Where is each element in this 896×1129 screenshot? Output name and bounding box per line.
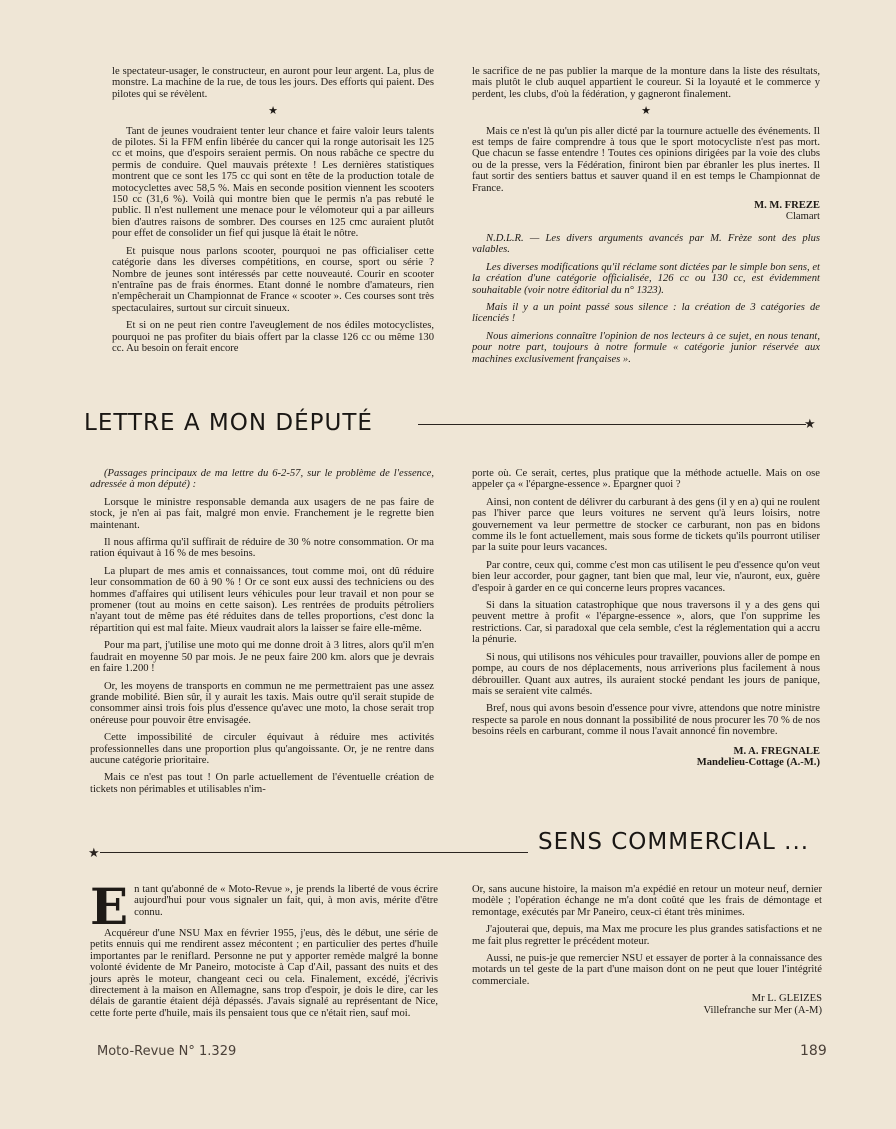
paragraph: Lorsque le ministre responsable demanda aux usagers de ne pas faire de stock, je n'en ai pas fait, malgré mon envie. Franchement je le regrette bien maintenant. [90,496,434,531]
paragraph: Il nous affirma qu'il suffirait de réduire de 30 % notre consommation. Or ma ration équivaut à 16 % de mes besoins. [90,537,434,560]
lettre-headline: LETTRE A MON DÉPUTÉ [84,410,373,436]
page-number: 189 [800,1043,827,1059]
star-separator: ★ [641,105,651,118]
lettre-intro: (Passages principaux de ma lettre du 6-2-57, sur le problème de l'essence, adressée à mon député) : [90,468,434,491]
dropcap-letter: E [90,877,129,936]
paragraph: Et si on ne peut rien contre l'aveuglement de nos édiles motocyclistes, pourquoi ne pas profiter du biais offert par la classe 126 cc ou même 130 cc. Au besoin on ferait encore [112,320,434,354]
headline-rule [100,852,528,853]
paragraph: Si dans la situation catastrophique que nous traversons il y a des gens qui peuvent mettre à profit « l'épargne-essence », alors, que l'on supprime les restrictions. Car, si paradoxal que cela semble, c'est la réglementation qui a accru la pénurie. [472,600,820,646]
lettre-left-column [90,468,434,801]
signature-place: Clamart [785,211,820,223]
paragraph: Bref, nous qui avons besoin d'essence pour vivre, attendons que notre ministre respecte sa parole en nous donnant la possibilité de nous procurer les 70 % de nos besoins réels en carburant, comme il nous l'avait annoncé fin novembre. [472,703,820,738]
top-left-column [112,66,434,360]
magazine-footer: Moto-Revue N° 1.329 [97,1044,237,1059]
lettre-right-column [472,468,820,774]
ndlr-paragraph: Nous aimerions connaître l'opinion de nos lecteurs à ce sujet, en nous tenant, pour notre part, toujours à notre formule « catégorie junior réservée aux machines exclusivement françaises ». [472,330,820,365]
paragraph: Cette impossibilité de circuler équivaut à réduire mes activités professionnelles dans une proportion plus qu'angoissante. Or, je ne rentre dans aucune catégorie prioritaire. [90,732,434,766]
signature-name: M. M. FREZE [754,200,820,212]
paragraph: J'ajouterai que, depuis, ma Max me procure les plus grandes satisfactions et ne me fait plus regretter le précédent moteur. [472,924,822,947]
paragraph [90,877,438,936]
sens-right-column [472,884,822,1022]
paragraph: Tant de jeunes voudraient tenter leur chance et faire valoir leurs talents de pilotes. Si la FFM enfin libérée du cancer qui la ronge autorisait les 125 cc et moins, que d'espoirs seraient permis. On nous rabâche ce spectre du permis de conduire. Quel mauvais prétexte ! Les dernières statistiques montrent que ce sont les 175 cc qui sont en tête de la production totale de motocyclettes avec 58,5 %. Mais en seconde position viennent les scooters 150 cc (31,6 %). Voilà qui montre bien que le permis n'a pas rebuté le public. Il n'est nullement une menace pour le vélomoteur qui a par ailleurs bien d'autres raisons de sombrer. Des courses en 125 cmc auraient plutôt pour effet de consolider un fief qui jusque là était le nôtre. [112,125,434,240]
paragraph: Et puisque nous parlons scooter, pourquoi ne pas officialiser cette catégorie dans les diverses compétitions, en course, sport ou série ? Nombre de jeunes sont intéressés par cette nouveauté. Courir en scooter n'entraîne pas de frais énormes. Etant donné le nombre d'amateurs, rien n'empêcherait un Championnat de France « scooter ». Ces courses sont très spectaculaires, surtout sur circuit sinueux. [112,245,434,314]
signature-name: M. A. FREGNALE [733,745,820,757]
top-right-column [472,66,820,371]
paragraph: Or, sans aucune histoire, la maison m'a expédié en retour un moteur neuf, dernier modèle ; l'opération échange ne m'a dont coûté que les frais de démontage et remontage, exécutés par Mr Paneiro, ceux-ci étant très minimes. [472,884,822,918]
paragraph: Mais ce n'est là qu'un pis aller dicté par la tournure actuelle des événements. Il est temps de faire comprendre à tous que le sport motocycliste n'est pas mort. Que chacun se fasse entendre ! Toutes ces opinions dirigées par la voie des clubs ou de la presse, vers la Fédération, finiront bien par ébranler les plus inertes. Il faut sortir des sentiers battus et sauver quand il en est temps le Championnat de France. [472,125,820,194]
paragraph: Si nous, qui utilisons nos véhicules pour travailler, pouvions aller de pompe en pompe, au cours de nos déplacements, nous arriverions plus facilement à nous débrouiller. Quant aux autres, ils auraient stocké pendant les jours de panique, mais se seraient vite calmés. [472,651,820,697]
paragraph: La plupart de mes amis et connaissances, tout comme moi, ont dû réduire leur consommation de 60 à 90 % ! Or ce sont eux aussi des techniciens ou des hommes d'affaires qui utilisent leurs véhicules pour leur travail et non pour se promener (tout au moins en cette saison). Les rentrées de produits pétroliers n'ayant tout de même pas été réduites dans de telles proportions, c'est donc la répartition qui est mal faite. Mieux vaudrait alors la laisser se faire elle-même. [90,565,434,634]
paragraph: porte où. Ce serait, certes, plus pratique que la méthode actuelle. Mais on ose appeler ça « l'épargne-essence ». Epargner quoi ? [472,468,820,491]
signature-name: Mr L. GLEIZES [751,993,822,1005]
ndlr-paragraph: Mais il y a un point passé sous silence : la création de 3 catégories de licenciés ! [472,301,820,325]
paragraph: Par contre, ceux qui, comme c'est mon cas utilisent le peu d'essence qu'on veut bien leur accorder, pour gagner, tant bien que mal, leur vie, n'auront, eux, guère d'espoir à garder en ce qui concerne leurs propres vacances. [472,559,820,594]
signature-place: Villefranche sur Mer (A-M) [703,1004,822,1016]
star-separator: ★ [268,105,278,118]
paragraph: Mais ce n'est pas tout ! On parle actuellement de l'éventuelle création de tickets non périmables et utilisables n'im- [90,772,434,795]
paragraph: Acquéreur d'une NSU Max en février 1955, j'eus, dès le début, une série de petits ennuis qui me rendirent assez mécontent ; en particulier des pertes d'huile importantes par le reniflard. Personne ne put y apporter remède malgré la bonne volonté évidente de Mr Paneiro, motociste à Cap d'Ail, passant des nuits et des jours après le moteur, changeant ceci ou cela. Finalement, excédé, j'écrivis directement à la maison en Allemagne, sans trop d'espoir, je dois le dire, car les délais de garantie étaient déjà dépassés. J'avais signalé au représentant de Nice, cette forte perte d'huile, mais ils pensaient tous que ce n'était rien, sauf moi. [90,928,438,1019]
sens-headline: SENS COMMERCIAL ... [538,829,810,855]
dropcap-paragraph-text: n tant qu'abonné de « Moto-Revue », je prends la liberté de vous écrire aujourd'hui pour vous signaler un fait, qui, à mon avis, mérite d'être connu. [134,884,438,918]
sens-left-column [90,877,438,1025]
headline-rule [418,424,806,425]
paragraph: Aussi, ne puis-je que remercier NSU et essayer de porter à la connaissance des motards un tel geste de la part d'une maison dont on ne peut que louer l'intégrité commerciale. [472,953,822,987]
paragraph: Ainsi, non content de délivrer du carburant à des gens (il y en a) qui ne roulent pas l'hiver parce que leurs voitures ne servent qu'à leurs loisirs, notre gouvernement va leur permettre de stocker ce carburant, non pas en bidons comme ils le font actuellement, mais sous forme de tickets qu'ils pourront utiliser par la suite pour leurs vacances. [472,496,820,554]
signature-place: Mandelieu-Cottage (A.-M.) [696,756,820,768]
rule-star-icon: ★ [804,416,816,431]
ndlr-paragraph: Les diverses modifications qu'il réclame sont dictées par le simple bon sens, et la création d'une catégorie officialisée, 126 cc ou 130 cc, est évidemment souhaitable (voir notre éditorial du n° 1323). [472,261,820,296]
paragraph: le spectateur-usager, le constructeur, en auront pour leur argent. La, plus de monstre. La machine de la rue, de tous les jours. Des efforts qui paient. Des pilotes qui se révèlent. [112,66,434,100]
paragraph: Or, les moyens de transports en commun ne me permettraient pas une assez grande mobilité. Bien sûr, il y aurait les taxis. Mais outre qu'il serait stupide de consommer ainsi trois fois plus d'essence qu'avec une moto, la chose serait trop onéreuse pour pouvoir être envisagée. [90,680,434,726]
rule-star-icon: ★ [88,845,100,860]
paragraph: le sacrifice de ne pas publier la marque de la monture dans la liste des résultats, mais plutôt le club auquel appartient le coureur. Si la loyauté et le commerce y perdent, les clubs, d'où la fédération, y gagneront finalement. [472,66,820,100]
ndlr-paragraph: N.D.L.R. — Les divers arguments avancés par M. Frèze sont des plus valables. [472,232,820,256]
paragraph: Pour ma part, j'utilise une moto qui me donne droit à 3 litres, alors qu'il m'en faudrait en moyenne 50 par mois. Je ne peux faire 200 km. alors que je devrais en faire 1.200 ! [90,640,434,675]
